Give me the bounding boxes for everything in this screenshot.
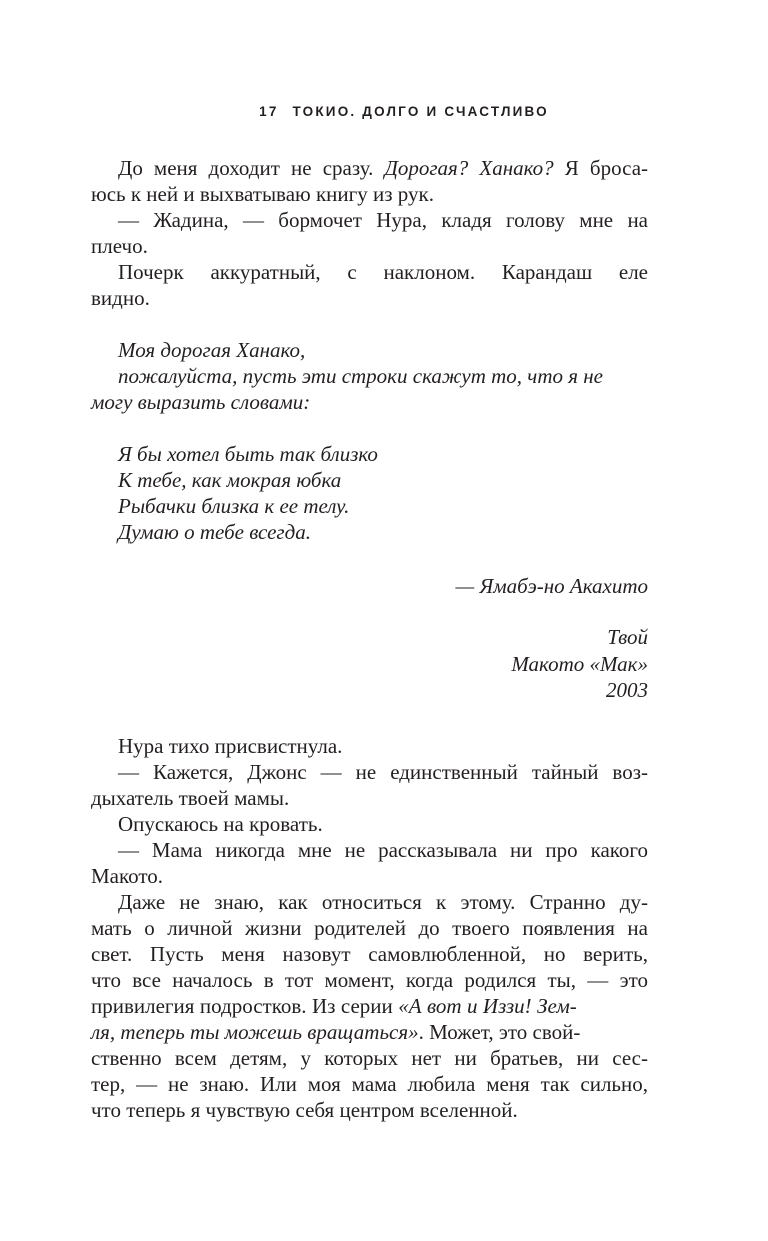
text-line: дыхатель твоей мамы. <box>91 786 290 810</box>
text-line: — Мама никогда мне не рассказывала ни про какого <box>118 838 648 862</box>
text-line: Опускаюсь на кровать. <box>118 812 323 836</box>
text-span: . Может, это свой- <box>418 1020 581 1044</box>
signature-line: 2003 <box>606 678 648 702</box>
text-line: тер, — не знаю. Или моя мама любила меня так сильно, <box>91 1072 648 1096</box>
running-header <box>0 104 768 119</box>
text-span: привилегия подростков. Из серии <box>91 994 399 1018</box>
text-span: ля, теперь ты можешь вращаться» <box>91 1020 419 1044</box>
text-line: Даже не знаю, как относиться к этому. Странно ду- <box>118 890 648 914</box>
text-line: плечо. <box>91 234 148 258</box>
text-line: — Кажется, Джонс — не единственный тайный воз- <box>118 760 648 784</box>
text-line: свет. Пусть меня назовут самовлюбленной, но верить, <box>91 942 648 966</box>
poem-line: К тебе, как мокрая юбка <box>118 468 342 492</box>
letter-line: могу выразить словами: <box>91 390 311 414</box>
text-line <box>118 155 648 181</box>
text-line: видно. <box>91 286 150 310</box>
text-line: Почерк аккуратный, с наклоном. Карандаш еле <box>118 260 648 284</box>
poem-line: Думаю о тебе всегда. <box>118 520 311 544</box>
text-line: что теперь я чувствую себя центром вселенной. <box>91 1098 518 1122</box>
poem-line: Я бы хотел быть так близко <box>118 442 378 466</box>
text-line: мать о личной жизни родителей до твоего появления на <box>91 916 648 940</box>
text-line: Нура тихо присвистнула. <box>118 734 343 758</box>
chapter-title: ТОКИО. ДОЛГО И СЧАСТЛИВО <box>292 104 549 119</box>
signature-line: Твой <box>607 625 648 649</box>
text-span: Я броса- <box>564 156 649 180</box>
text-line: — Жадина, — бормочет Нура, кладя голову мне на <box>118 208 648 232</box>
signature-line: Макото «Мак» <box>511 652 648 676</box>
letter-line: пожалуйста, пусть эти строки скажут то, что я не <box>118 364 603 388</box>
poem-line: Рыбачки близка к ее телу. <box>118 494 350 518</box>
text-line <box>91 1019 648 1045</box>
text-line: что все началось в тот момент, когда родился ты, — это <box>91 968 648 992</box>
text-line: ственно всем детям, у которых нет ни братьев, ни сес- <box>91 1046 648 1070</box>
poem-attribution: — Ямабэ-но Акахито <box>455 574 648 598</box>
text-span: Дорогая? Ханако? <box>384 156 554 180</box>
page-number: 17 <box>259 104 279 119</box>
text-span: «А вот и Иззи! Зем- <box>398 994 577 1018</box>
text-span: До меня доходит не сразу. <box>118 156 374 180</box>
text-line: Макото. <box>91 864 164 888</box>
letter-line: Моя дорогая Ханако, <box>118 338 306 362</box>
text-line <box>91 993 648 1019</box>
text-line: юсь к ней и выхватываю книгу из рук. <box>91 182 434 206</box>
